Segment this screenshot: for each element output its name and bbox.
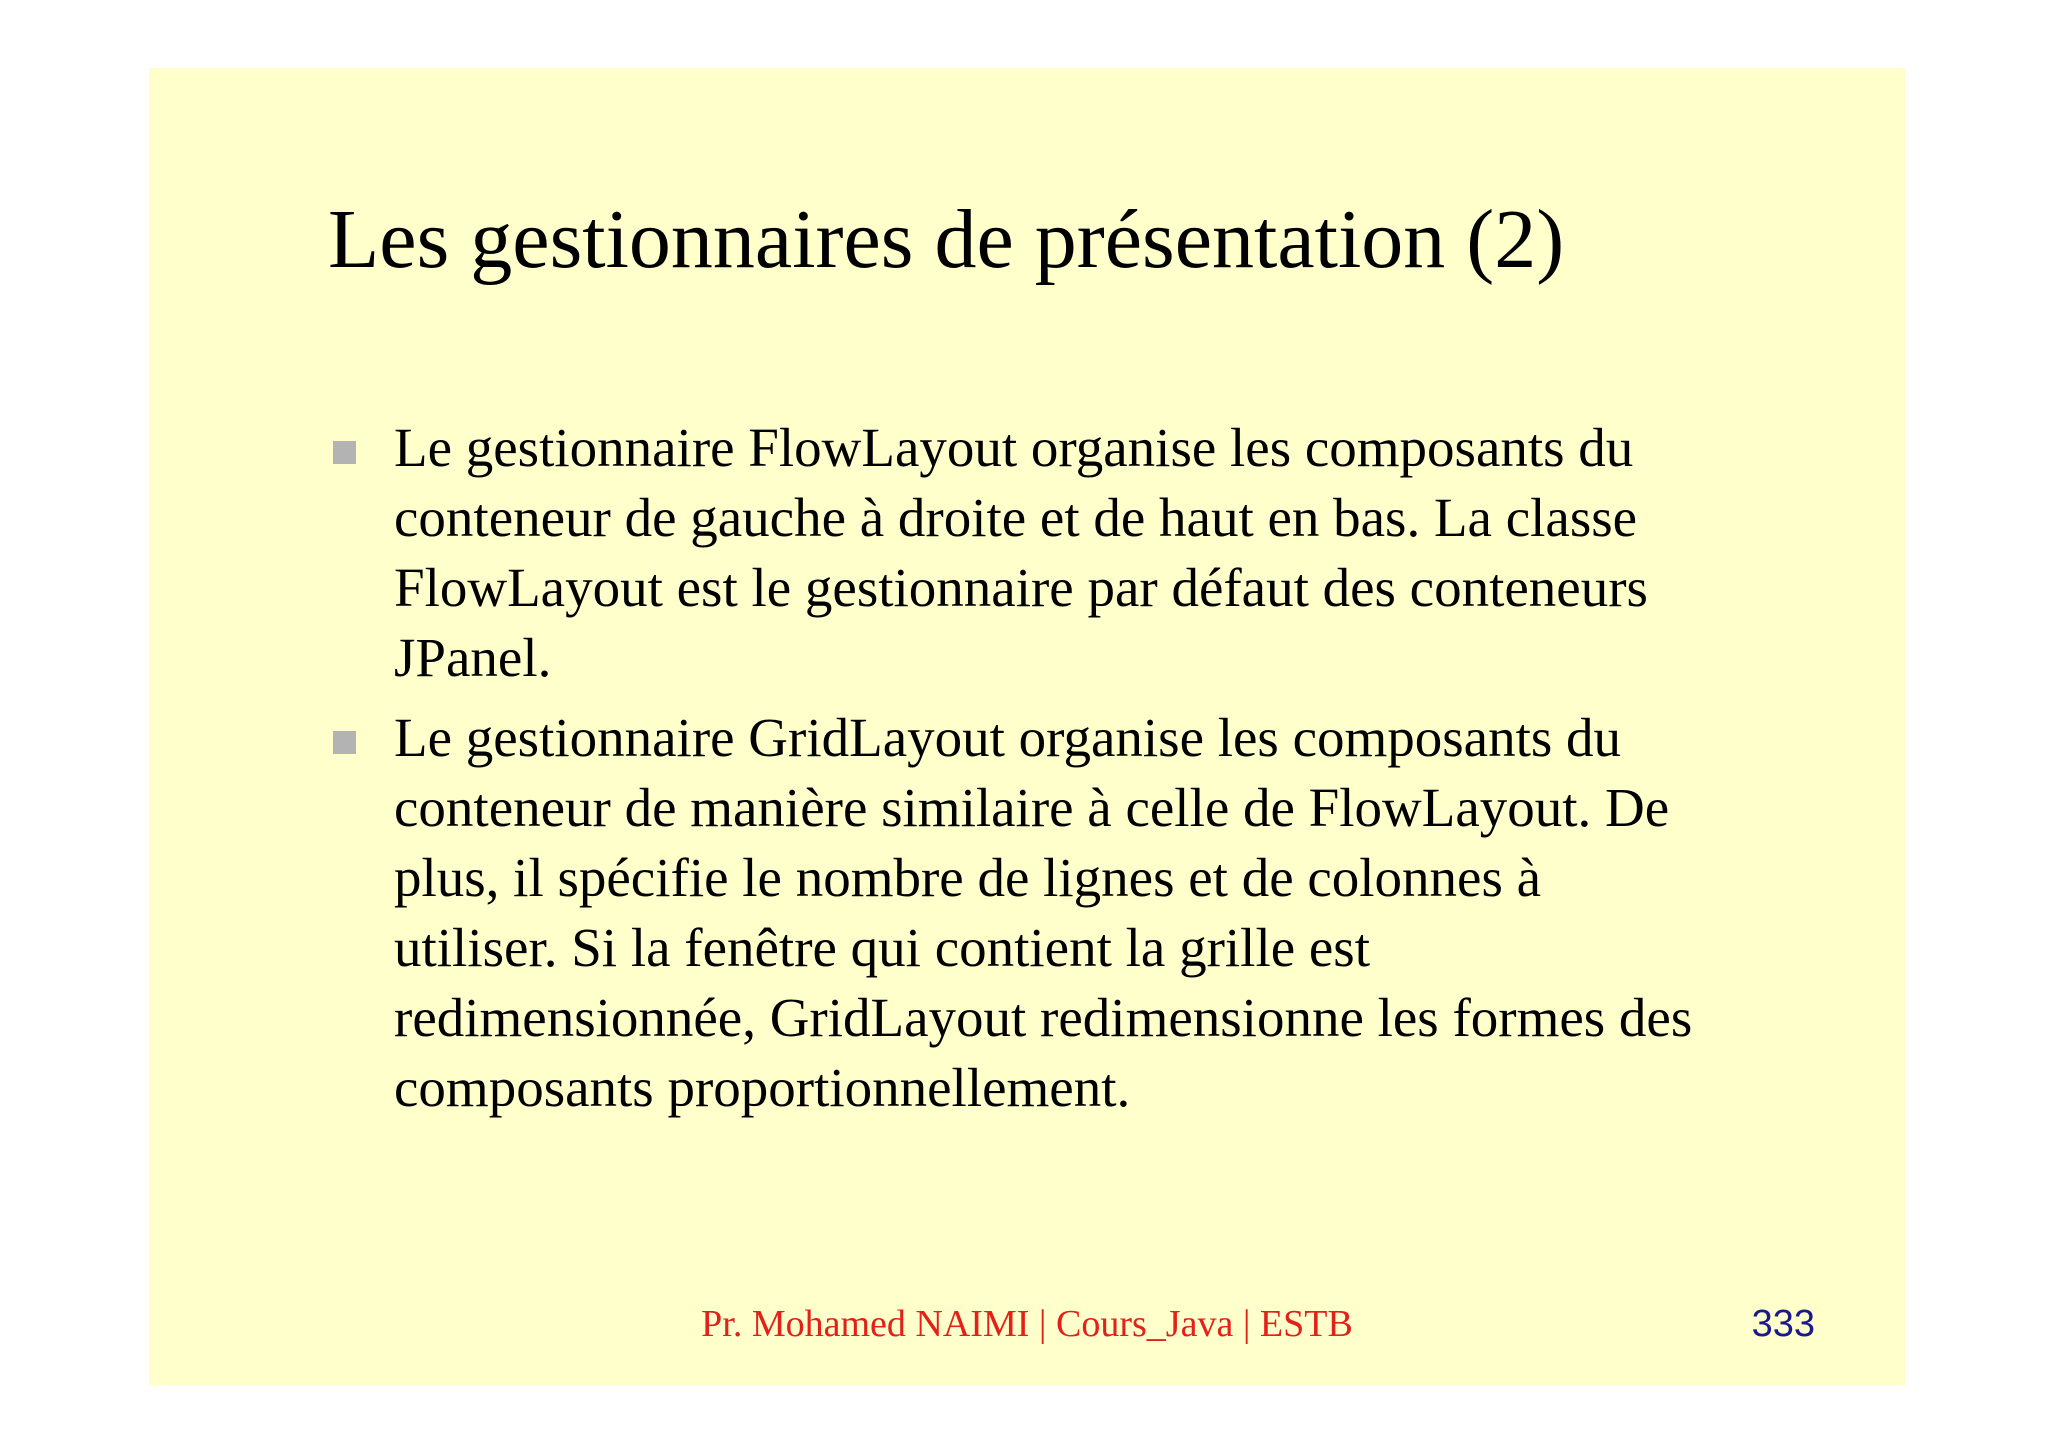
bullet-line: conteneur de manière similaire à celle de FlowLayout. De bbox=[394, 777, 1670, 838]
bullet-line: conteneur de gauche à droite et de haut en bas. La classe bbox=[394, 487, 1638, 548]
bullet-list bbox=[328, 413, 1828, 1133]
bullet-line: FlowLayout est le gestionnaire par défaut des conteneurs bbox=[394, 557, 1648, 618]
square-bullet-icon bbox=[333, 441, 356, 464]
page-number: 333 bbox=[1751, 1303, 1815, 1345]
bullet-line: plus, il spécifie le nombre de lignes et de colonnes à bbox=[394, 847, 1542, 908]
bullet-line: Le gestionnaire FlowLayout organise les composants du bbox=[394, 417, 1634, 478]
slide-title: Les gestionnaires de présentation (2) bbox=[328, 193, 1565, 286]
bullet-line: JPanel. bbox=[394, 627, 552, 688]
bullet-line: Le gestionnaire GridLayout organise les composants du bbox=[394, 707, 1622, 768]
footer-credit: Pr. Mohamed NAIMI | Cours_Java | ESTB bbox=[701, 1303, 1353, 1345]
bullet-item bbox=[328, 413, 1828, 693]
bullet-line: utiliser. Si la fenêtre qui contient la grille est bbox=[394, 917, 1370, 978]
slide bbox=[149, 68, 1905, 1386]
bullet-item bbox=[328, 703, 1828, 1123]
square-bullet-icon bbox=[333, 731, 356, 754]
bullet-line: composants proportionnellement. bbox=[394, 1057, 1131, 1118]
bullet-line: redimensionnée, GridLayout redimensionne les formes des bbox=[394, 987, 1693, 1048]
